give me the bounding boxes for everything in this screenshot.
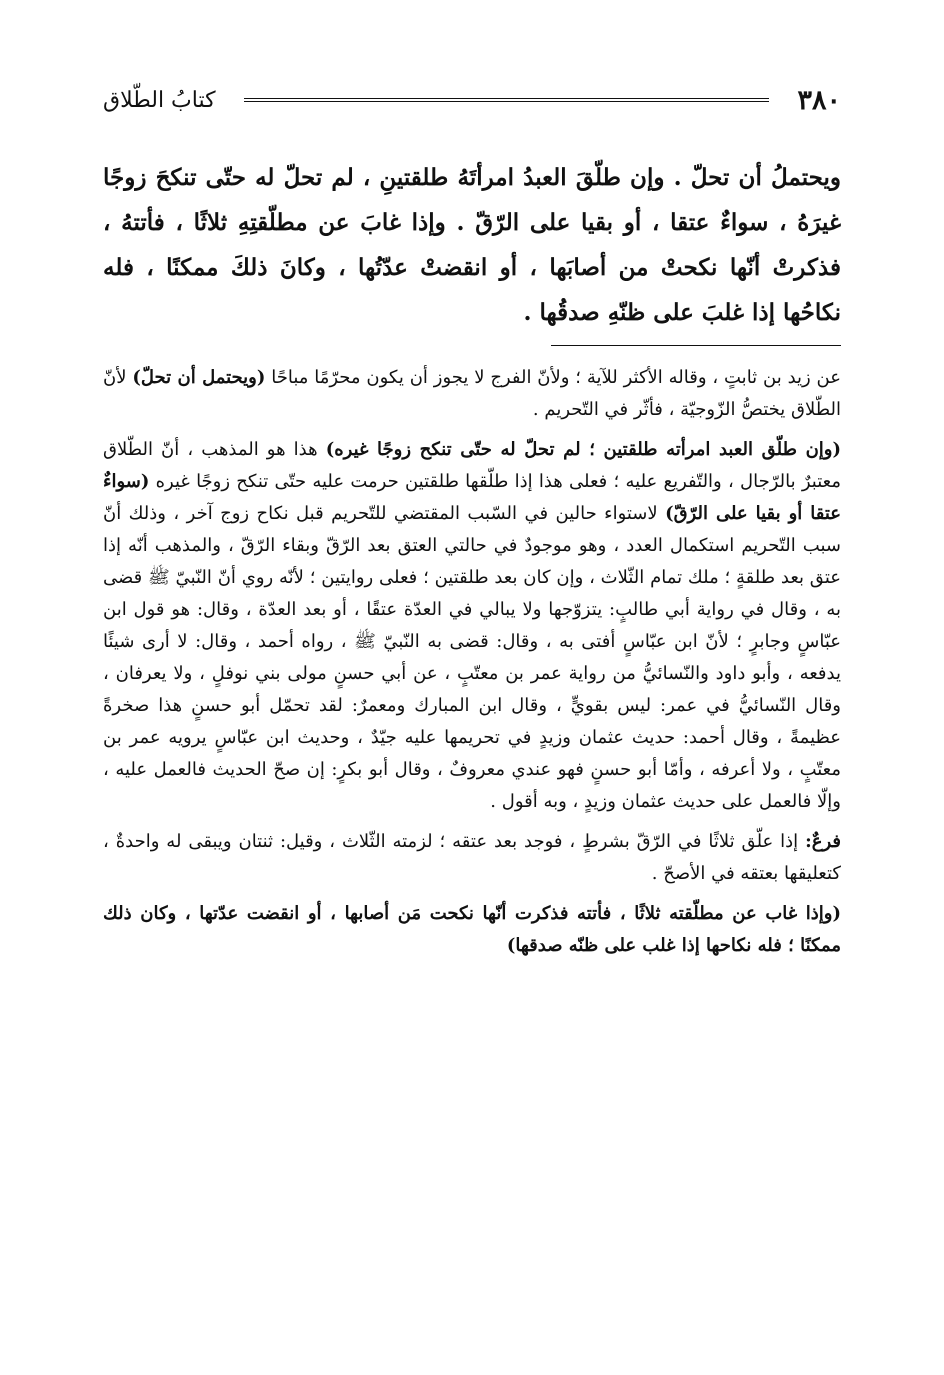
header-rule (244, 98, 770, 102)
paragraph-text: عن زيد بن ثابتٍ ، وقاله الأكثر للآية ؛ ولأنّ الفرج لا يجوز أن يكون محرّمًا مباحًا (271, 367, 841, 388)
chapter-title: كتابُ الطّلاق (103, 87, 216, 113)
commentary-paragraph-1 (103, 362, 841, 426)
paragraph-text: لاستواء حالين في السّبب المقتضي للتّحريم قبل نكاح زوج آخر ، وذلك أنّ سبب التّحريم استكمال العدد ، وهو موجودٌ في حالتي العتق بعد الرّقّ وبقاء الرّقّ ، والمذهب أنّه إذا عتق بعد طلقةٍ ؛ ملك تمام الثّلاث ، وإن كان بعد طلقتين ؛ فعلى روايتين ؛ لأنّه روي أنّ النّبيّ ﷺ قضى به ، وقال في رواية أبي طالبٍ: يتزوّجها ولا يبالي في العدّة عتقًا ، أو بعد العدّة ، وقال: هو قول ابن عبّاسٍ وجابرٍ ؛ لأنّ ابن عبّاسٍ أفتى به ، وقال: قضى به النّبيّ ﷺ ، رواه أحمد ، وقال: لا أرى شيئًا يدفعه ، وأبو داود والنّسائيُّ من رواية عمر بن معتّبٍ ، عن أبي حسنٍ مولى بني نوفلٍ ، ولا يعرفان ، وقال النّسائيُّ في عمر: ليس بقويٍّ ، وقال ابن المبارك ومعمرٌ: لقد تحمّل أبو حسنٍ هذا صخرةً عظيمةً ، وقال أحمد: حديث عثمان وزيدٍ في تحريمها عليه جيّدٌ ، وحديث ابن عبّاسٍ يرويه عمر بن معتّبٍ ، ولا أعرفه ، وأمّا أبو حسنٍ فهو عندي معروفٌ ، وقال أبو بكرٍ: إن صحّ الحديث فالعمل عليه ، وإلّا فالعمل على حديث عثمان وزيدٍ ، وبه أقول . (103, 503, 842, 812)
paragraph-text: إذا علّق ثلاثًا في الرّقّ بشرطٍ ، فوجد بعد عتقه ؛ لزمته الثّلاث ، وقيل: ثنتان ويبقى له واحدةٌ ، كتعليقها بعتقه في الأصحّ . (103, 831, 841, 884)
page-header (103, 80, 841, 120)
section-label: فرعٌ: (805, 831, 841, 852)
commentary-paragraph-2 (103, 434, 841, 818)
commentary-paragraph-4 (103, 898, 841, 962)
main-text-underline (551, 345, 841, 346)
quoted-matn: (وإن طلّق العبد امرأته طلقتين ؛ لم تحلّ له حتّى تنكح زوجًا غيره) (325, 439, 842, 460)
quoted-matn: (وإذا غاب عن مطلّقته ثلاثًا ، فأتته فذكرت أنّها نكحت مَن أصابها ، أو انقضت عدّتها ، وكان ذلك ممكنًا ؛ فله نكاحها إذا غلب على ظنّه صدقها) (103, 903, 841, 956)
page-number: ٣٨٠ (797, 84, 841, 116)
commentary-paragraph-3 (103, 826, 841, 890)
main-text: ويحتملُ أن تحلّ . وإن طلّقَ العبدُ امرأتَهُ طلقتينِ ، لم تحلّ له حتّى تنكحَ زوجًا غيرَهُ ، سواءٌ عتقا ، أو بقيا على الرّقّ . وإذا غابَ عن مطلّقتِهِ ثلاثًا ، فأتتهُ ، فذكرتْ أنّها نكحتْ من أصابَها ، أو انقضتْ عدّتُها ، وكانَ ذلكَ ممكنًا ، فله نكاحُها إذا غلبَ على ظنّهِ صدقُها . (103, 164, 841, 326)
quoted-matn: (ويحتمل أن تحلّ) (132, 367, 266, 388)
paragraph-text: لأنّ الطّلاق يختصُّ الزّوجيّة ، فأثّر في التّحريم . (103, 367, 841, 420)
paragraph-text: هذا هو المذهب ، أنّ الطّلاق معتبرٌ بالرّجال ، والتّفريع عليه ؛ فعلى هذا إذا طلّقها طلقتين حرمت عليه حتّى تنكح زوجًا غيره (103, 439, 841, 492)
quoted-matn: (سواءٌ عتقا أو بقيا على الرّقّ) (103, 471, 842, 524)
commentary (103, 362, 841, 970)
